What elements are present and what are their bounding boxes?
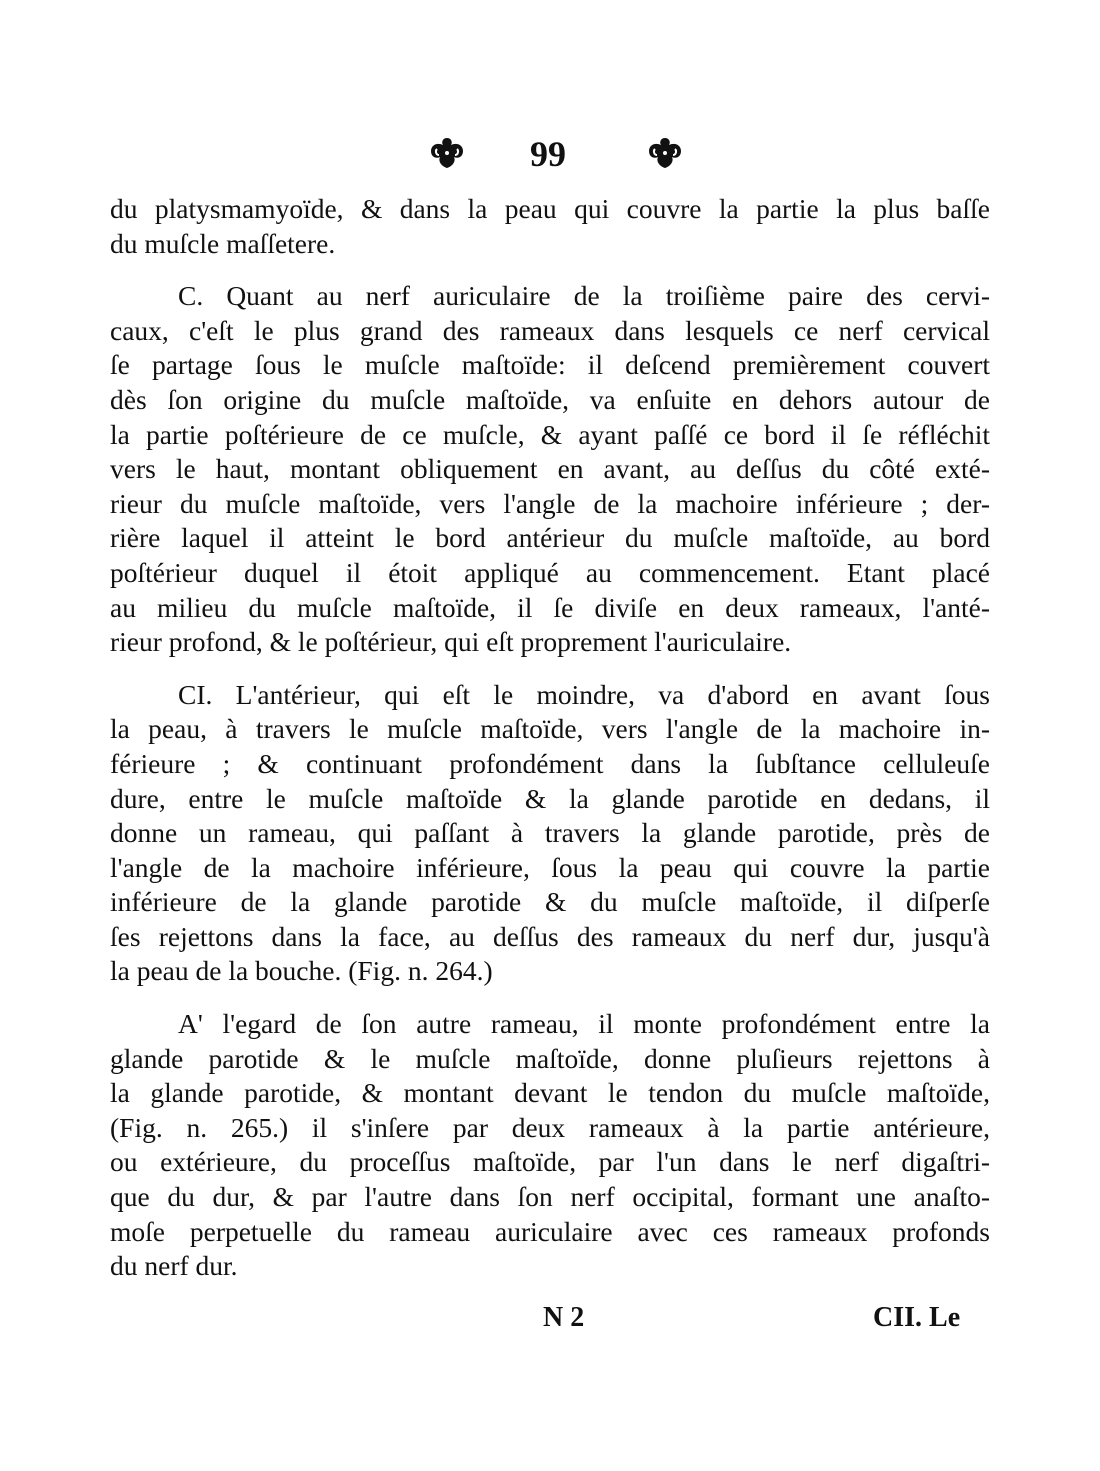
text-line: dure, entre le muſcle maſtoïde & la glande parotide en dedans, il (110, 782, 990, 814)
paragraph-C (110, 279, 990, 660)
page-footer (0, 1302, 1100, 1342)
text-line: rieur du muſcle maſtoïde, vers l'angle de la machoire inférieure ; der- (110, 487, 990, 519)
paragraph-CI (110, 678, 990, 989)
text-line: la peau de la bouche. (Fig. n. 264.) (110, 955, 493, 987)
text-line: que du dur, & par l'autre dans ſon nerf occipital, formant une anaſto- (110, 1181, 990, 1213)
signature-mark: N 2 (543, 1302, 585, 1333)
fleuron-ornament-icon (645, 136, 685, 170)
text-line: dès ſon origine du muſcle maſtoïde, va enſuite en dehors autour de (110, 383, 990, 415)
text-line: C. Quant au nerf auriculaire de la troiſième paire des cervi- (178, 280, 990, 312)
text-line: moſe perpetuelle du rameau auriculaire avec ces rameaux profonds (110, 1215, 990, 1247)
text-line: la glande parotide, & montant devant le tendon du muſcle maſtoïde, (110, 1077, 990, 1109)
text-line: A' l'egard de ſon autre rameau, il monte profondément entre la (178, 1008, 990, 1040)
catchword: CII. Le (873, 1302, 961, 1333)
paragraph-continuation (110, 192, 990, 261)
text-line: poſtérieur duquel il étoit appliqué au commencement. Etant placé (110, 556, 990, 588)
text-line: rieur profond, & le poſtérieur, qui eſt proprement l'auriculaire. (110, 626, 792, 658)
running-head (0, 132, 1100, 182)
text-line: donne un rameau, qui paſſant à travers la glande parotide, près de (110, 817, 990, 849)
text-line: (Fig. n. 265.) il s'inſere par deux rameaux à la partie antérieure, (110, 1111, 990, 1143)
fleuron-ornament-icon (427, 136, 467, 170)
text-line: la peau, à travers le muſcle maſtoïde, vers l'angle de la machoire in- (110, 713, 990, 745)
text-line: la partie poſtérieure de ce muſcle, & ayant paſſé ce bord il ſe réfléchit (110, 418, 990, 450)
body-text (110, 192, 990, 1302)
text-line: du platysmamyoïde, & dans la peau qui couvre la partie la plus baſſe (110, 193, 990, 224)
text-line: inférieure de la glande parotide & du muſcle maſtoïde, il diſperſe (110, 886, 990, 918)
text-line: ſe partage ſous le muſcle maſtoïde: il deſcend premièrement couvert (110, 349, 990, 381)
text-line: l'angle de la machoire inférieure, ſous la peau qui couvre la partie (110, 851, 990, 883)
paragraph-a-egard (110, 1007, 990, 1284)
text-line: férieure ; & continuant profondément dans la ſubſtance celluleuſe (110, 747, 990, 779)
text-line: ou extérieure, du proceſſus maſtoïde, par l'un dans le nerf digaſtri- (110, 1146, 990, 1178)
text-line: caux, c'eſt le plus grand des rameaux dans lesquels ce nerf cervical (110, 314, 990, 346)
text-line: du muſcle maſſetere. (110, 227, 336, 259)
text-line: du nerf dur. (110, 1250, 238, 1282)
text-line: vers le haut, montant obliquement en avant, au deſſus du côté exté- (110, 453, 990, 485)
page-number: 99 (530, 134, 566, 174)
text-line: au milieu du muſcle maſtoïde, il ſe diviſe en deux rameaux, l'anté- (110, 591, 990, 623)
text-line: CI. L'antérieur, qui eſt le moindre, va d'abord en avant ſous (178, 678, 990, 710)
text-line: ſes rejettons dans la face, au deſſus des rameaux du nerf dur, jusqu'à (110, 920, 990, 952)
text-line: rière laquel il atteint le bord antérieur du muſcle maſtoïde, au bord (110, 522, 990, 554)
text-line: glande parotide & le muſcle maſtoïde, donne pluſieurs rejettons à (110, 1042, 990, 1074)
